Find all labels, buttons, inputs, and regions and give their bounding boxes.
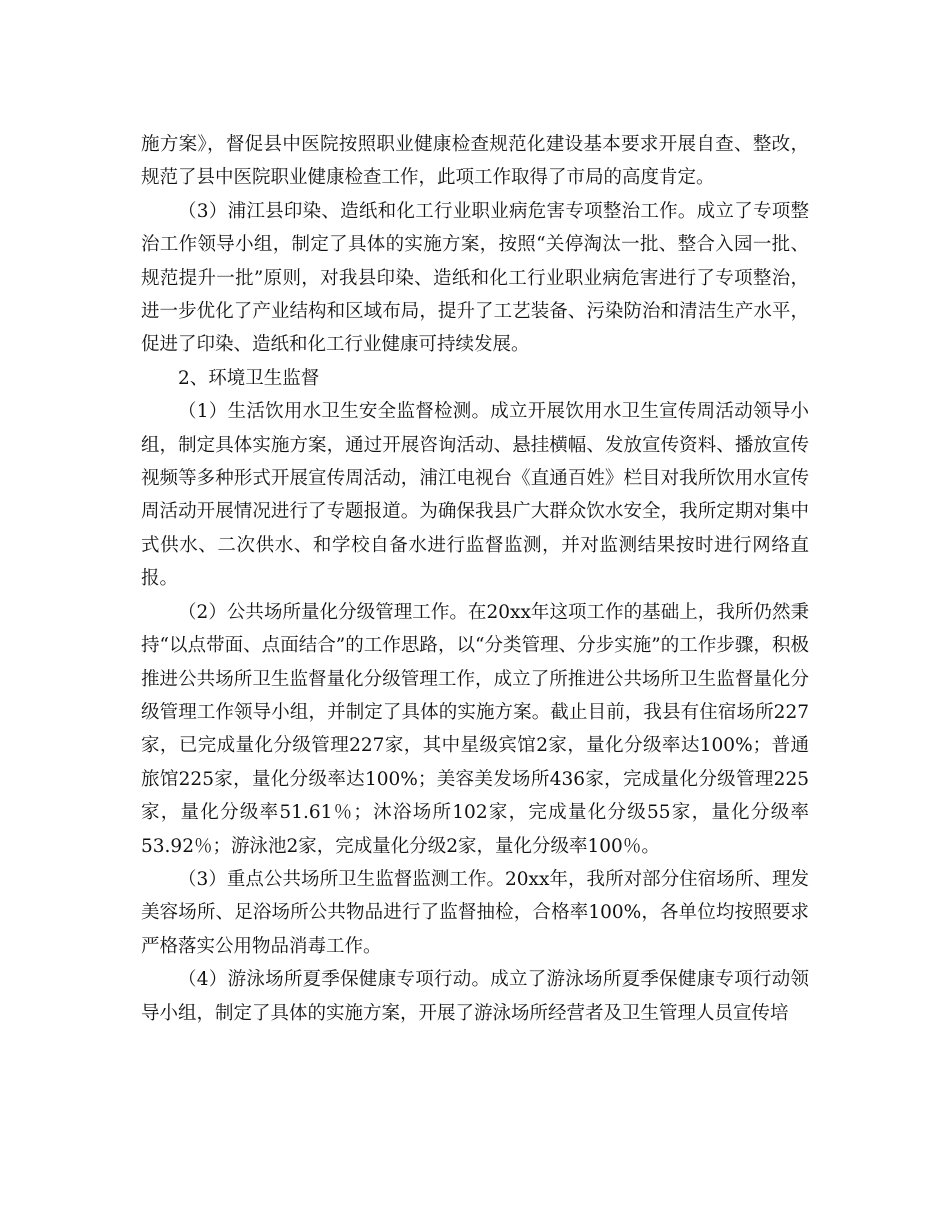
paragraph-public-places-grading: （2）公共场所量化分级管理工作。在20xx年这项工作的基础上，我所仍然秉持“以点带面、点面结合”的工作思路，以“分类管理、分步实施”的工作步骤，积极推进公共场所卫生监督量化分级管理工作，成立了所推进公共场所卫生监督量化分级管理工作领导小组，并制定了具体的实施方案。截止目前，我县有住宿场所227家，已完成量化分级管理227家，其中星级宾馆2家，量化分级率达100%；普通旅馆225家，量化分级率达100%；美容美发场所436家，完成量化分级管理225家，量化分级率51.61％；沐浴场所102家，完成量化分级55家，量化分级率53.92％；游泳池2家，完成量化分级2家，量化分级率100％。 <box>141 601 809 857</box>
paragraph-swimming-venues: （4）游泳场所夏季保健康专项行动。成立了游泳场所夏季保健康专项行动领导小组，制定了具体的实施方案，开展了游泳场所经营者及卫生管理人员宣传培 <box>141 969 809 1024</box>
paragraph-drinking-water: （1）生活饮用水卫生安全监督检测。成立开展饮用水卫生宣传周活动领导小组，制定具体实施方案，通过开展咨询活动、悬挂横幅、发放宣传资料、播放宣传视频等多种形式开展宣传周活动，浦江电视台《直通百姓》栏目对我所饮用水宣传周活动开展情况进行了专题报道。为确保我县广大群众饮水安全，我所定期对集中式供水、二次供水、和学校自备水进行监督监测，并对监测结果按时进行网络直报。 <box>141 401 809 590</box>
section-heading-environmental-health: 2、环境卫生监督 <box>178 367 320 389</box>
paragraph-continuation: 施方案》，督促县中医院按照职业健康检查规范化建设基本要求开展自查、整改，规范了县中医院职业健康检查工作，此项工作取得了市局的高度肯定。 <box>141 134 809 189</box>
paragraph-printing-dyeing-rectification: （3）浦江县印染、造纸和化工行业职业病危害专项整治工作。成立了专项整治工作领导小组，制定了具体的实施方案，按照“关停淘汰一批、整合入园一批、规范提升一批”原则，对我县印染、造纸和化工行业职业病危害进行了专项整治，进一步优化了产业结构和区域布局，提升了工艺装备、污染防治和清洁生产水平，促进了印染、造纸和化工行业健康可持续发展。 <box>141 200 809 356</box>
paragraph-public-places-monitoring: （3）重点公共场所卫生监督监测工作。20xx年，我所对部分住宿场所、理发美容场所、足浴场所公共物品进行了监督抽检，合格率100%，各单位均按照要求严格落实公用物品消毒工作。 <box>141 868 809 957</box>
document-body <box>141 128 809 1030</box>
